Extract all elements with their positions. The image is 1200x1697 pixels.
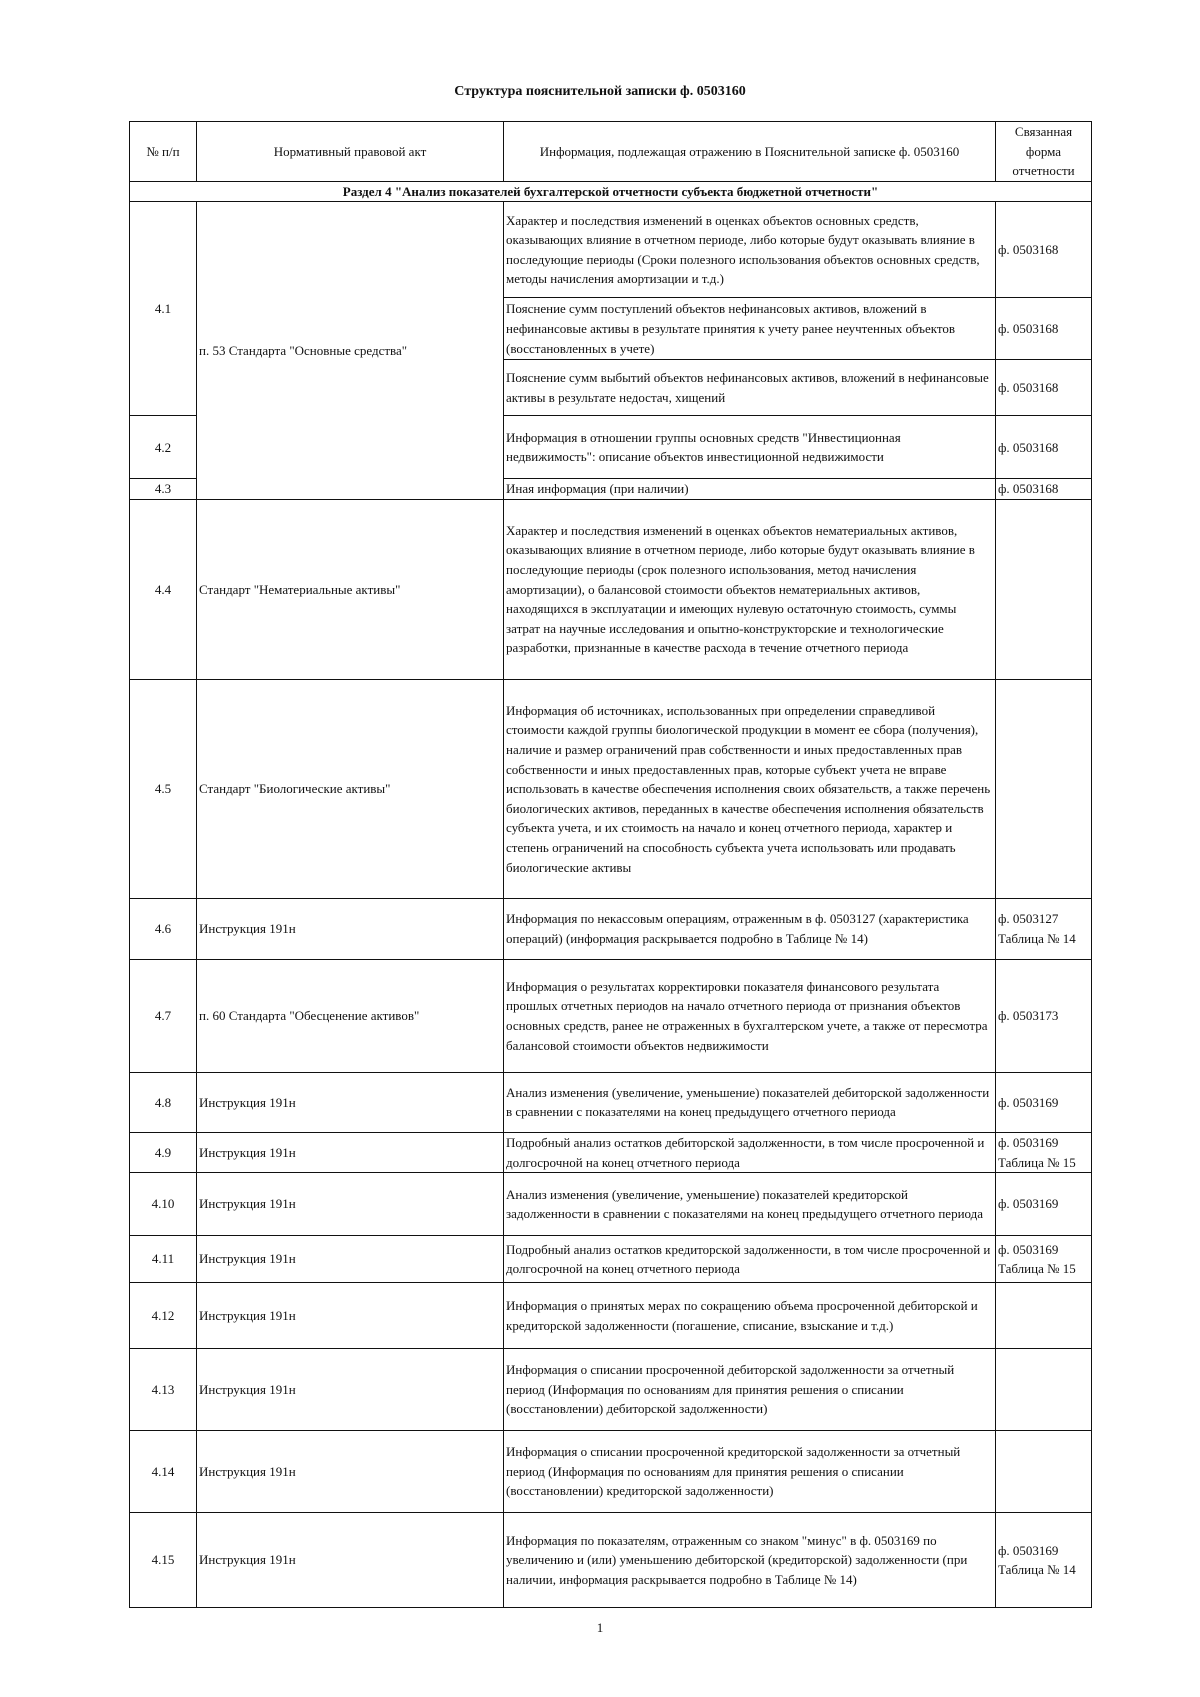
- form-table: Таблица № 14: [998, 1562, 1076, 1578]
- row-form: [996, 1236, 1092, 1283]
- row-form: ф. 0503173: [996, 959, 1092, 1072]
- row-form: ф. 0503168: [996, 202, 1092, 298]
- row-info: Информация о принятых мерах по сокращению объема просроченной дебиторской и кредиторской задолженности (погашение, списание, взыскание и т.д.): [504, 1283, 996, 1349]
- document-title: Структура пояснительной записки ф. 0503160: [454, 84, 746, 99]
- row-num: 4.4: [130, 499, 197, 679]
- row-info: Анализ изменения (увеличение, уменьшение) показателей дебиторской задолженности в сравнении с показателями на конец предыдущего отчетного периода: [504, 1072, 996, 1132]
- row-form: [996, 1132, 1092, 1172]
- form-table: Таблица № 15: [998, 1261, 1076, 1277]
- header-row: [130, 122, 1092, 182]
- row-form: ф. 0503168: [996, 360, 1092, 416]
- form-code: ф. 0503169: [998, 1241, 1059, 1257]
- row-info: Анализ изменения (увеличение, уменьшение) показателей кредиторской задолженности в сравнении с показателями на конец предыдущего отчетного периода: [504, 1173, 996, 1236]
- row-num: 4.1: [130, 202, 197, 416]
- table-row: [130, 959, 1092, 1072]
- row-num: 4.8: [130, 1072, 197, 1132]
- row-info: Подробный анализ остатков кредиторской задолженности, в том числе просроченной и долгосрочной на конец отчетного периода: [504, 1236, 996, 1283]
- row-num: 4.5: [130, 679, 197, 898]
- row-form: [996, 1513, 1092, 1608]
- row-form: ф. 0503169: [996, 1072, 1092, 1132]
- row-act: Инструкция 191н: [197, 1236, 504, 1283]
- row-info: Информация по показателям, отраженным со знаком "минус" в ф. 0503169 по увеличению и (или) уменьшению дебиторской (кредиторской) задолженности (при наличии, информация раскрывается подробно в Таблице № 14): [504, 1513, 996, 1608]
- row-form: [996, 679, 1092, 898]
- header-form: Связанная форма отчетности: [996, 122, 1092, 182]
- row-form: ф. 0503168: [996, 298, 1092, 360]
- row-act: Инструкция 191н: [197, 1513, 504, 1608]
- row-act: Инструкция 191н: [197, 1283, 504, 1349]
- row-info: Пояснение сумм поступлений объектов нефинансовых активов, вложений в нефинансовые активы в результате принятия к учету ранее неучтенных объектов (восстановленных в учете): [504, 298, 996, 360]
- row-info: Информация о списании просроченной дебиторской задолженности за отчетный период (Информация по основаниям для принятия решения о списании (восстановлении) дебиторской задолженности): [504, 1349, 996, 1431]
- row-num: 4.14: [130, 1431, 197, 1513]
- table-row: [130, 202, 1092, 298]
- table-row: [130, 1283, 1092, 1349]
- row-act: Инструкция 191н: [197, 1173, 504, 1236]
- row-form: [996, 1431, 1092, 1513]
- structure-table: [129, 121, 1092, 1608]
- row-info: Информация об источниках, использованных при определении справедливой стоимости каждой группы биологической продукции в момент ее сбора (получения), наличие и размер ограничений прав собственности и иных предоставленных прав собственности и иных предоставленных прав, которые субъект учета не вправе использовать в качестве обеспечения исполнения своих обязательств, а также перечень биологических активов, переданных в качестве обеспечения исполнения обязательств субъекта учета, и их стоимость на начало и конец отчетного периода, характер и степень ограничений на способность субъекта учета использовать или продавать биологические активы: [504, 679, 996, 898]
- table-row: [130, 898, 1092, 959]
- row-act: Инструкция 191н: [197, 1349, 504, 1431]
- row-num: 4.11: [130, 1236, 197, 1283]
- table-row: [130, 1072, 1092, 1132]
- row-num: 4.13: [130, 1349, 197, 1431]
- row-form: [996, 898, 1092, 959]
- row-act: Инструкция 191н: [197, 1132, 504, 1172]
- table-row: [130, 1349, 1092, 1431]
- form-code: ф. 0503127: [998, 911, 1059, 927]
- row-act: п. 53 Стандарта "Основные средства": [197, 202, 504, 500]
- table-row: [130, 1431, 1092, 1513]
- table-row: [130, 1236, 1092, 1283]
- row-form: ф. 0503169: [996, 1173, 1092, 1236]
- row-form: ф. 0503168: [996, 479, 1092, 500]
- section-row: [130, 181, 1092, 202]
- row-info: Подробный анализ остатков дебиторской задолженности, в том числе просроченной и долгосрочной на конец отчетного периода: [504, 1132, 996, 1172]
- form-table: Таблица № 14: [998, 930, 1076, 946]
- row-info: Характер и последствия изменений в оценках объектов нематериальных активов, оказывающих влияние в отчетном периоде, либо которые будут оказывать влияние в последующие периоды (срок полезного использования, метод начисления амортизации), о балансовой стоимости объектов нематериальных активов, находящихся в эксплуатации и имеющих нулевую остаточную стоимость, суммы затрат на научные исследования и опытно-конструкторские и технологические разработки, признанные в качестве расхода в течение отчетного периода: [504, 499, 996, 679]
- header-num: № п/п: [130, 122, 197, 182]
- row-act: Инструкция 191н: [197, 898, 504, 959]
- row-act: Стандарт "Биологические активы": [197, 679, 504, 898]
- row-form: [996, 1283, 1092, 1349]
- table-row: [130, 1173, 1092, 1236]
- row-num: 4.9: [130, 1132, 197, 1172]
- row-info: Информация в отношении группы основных средств "Инвестиционная недвижимость": описание объектов инвестиционной недвижимости: [504, 416, 996, 479]
- row-act: Стандарт "Нематериальные активы": [197, 499, 504, 679]
- row-act: Инструкция 191н: [197, 1072, 504, 1132]
- row-act: Инструкция 191н: [197, 1431, 504, 1513]
- row-info: Характер и последствия изменений в оценках объектов основных средств, оказывающих влияние в отчетном периоде, либо которые будут оказывать влияние в последующие периоды (Сроки полезного использования объектов основных средств, методы начисления амортизации и т.д.): [504, 202, 996, 298]
- row-num: 4.6: [130, 898, 197, 959]
- form-table: Таблица № 15: [998, 1154, 1076, 1170]
- row-num: 4.15: [130, 1513, 197, 1608]
- row-info: Информация по некассовым операциям, отраженным в ф. 0503127 (характеристика операций) (информация раскрывается подробно в Таблице № 14): [504, 898, 996, 959]
- row-info: Пояснение сумм выбытий объектов нефинансовых активов, вложений в нефинансовые активы в результате недостач, хищений: [504, 360, 996, 416]
- row-num: 4.10: [130, 1173, 197, 1236]
- form-code: ф. 0503169: [998, 1134, 1059, 1150]
- header-info: Информация, подлежащая отражению в Пояснительной записке ф. 0503160: [504, 122, 996, 182]
- row-form: [996, 1349, 1092, 1431]
- row-info: Иная информация (при наличии): [504, 479, 996, 500]
- table-row: [130, 499, 1092, 679]
- row-info: Информация о списании просроченной кредиторской задолженности за отчетный период (Информация по основаниям для принятия решения о списании (восстановлении) кредиторской задолженности): [504, 1431, 996, 1513]
- table-row: [130, 679, 1092, 898]
- row-form: [996, 499, 1092, 679]
- table-row: [130, 1513, 1092, 1608]
- form-code: ф. 0503169: [998, 1542, 1059, 1558]
- row-num: 4.2: [130, 416, 197, 479]
- page-number: 1: [596, 1620, 604, 1635]
- header-act: Нормативный правовой акт: [197, 122, 504, 182]
- row-form: ф. 0503168: [996, 416, 1092, 479]
- row-act: п. 60 Стандарта "Обесценение активов": [197, 959, 504, 1072]
- section-title: Раздел 4 "Анализ показателей бухгалтерской отчетности субъекта бюджетной отчетности": [130, 181, 1092, 202]
- table-row: [130, 1132, 1092, 1172]
- row-num: 4.12: [130, 1283, 197, 1349]
- row-num: 4.7: [130, 959, 197, 1072]
- row-num: 4.3: [130, 479, 197, 500]
- row-info: Информация о результатах корректировки показателя финансового результата прошлых отчетных периодов на начало отчетного периода от признания объектов основных средств, ранее не отраженных в бухгалтерском учете, а также от пересмотра балансовой стоимости объектов недвижимости: [504, 959, 996, 1072]
